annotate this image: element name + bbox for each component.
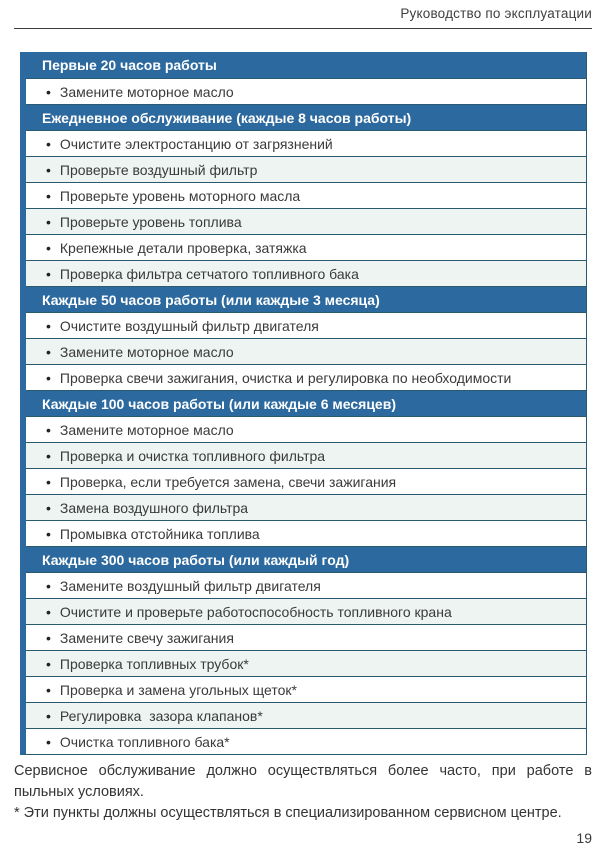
section-title: Каждые 300 часов работы (или каждый год) — [42, 551, 350, 568]
task-row — [26, 260, 586, 286]
task-label: Проверка топливных трубок* — [59, 655, 249, 672]
task-row — [26, 312, 586, 338]
bullet-icon: • — [46, 681, 51, 698]
task-row — [26, 416, 586, 442]
task-row — [26, 208, 586, 234]
section-title: Каждые 100 часов работы (или каждые 6 месяцев) — [42, 395, 396, 412]
bullet-icon: • — [46, 161, 51, 178]
maintenance-schedule-table — [20, 52, 587, 755]
task-label: Проверьте уровень моторного масла — [59, 187, 301, 204]
task-row — [26, 728, 586, 754]
task-row — [26, 650, 586, 676]
task-label: Очистите воздушный фильтр двигателя — [59, 317, 319, 334]
section-title: Ежедневное обслуживание (каждые 8 часов работы) — [42, 109, 412, 126]
task-row — [26, 572, 586, 598]
bullet-icon: • — [46, 473, 51, 490]
task-row — [26, 598, 586, 624]
section-header-3 — [26, 390, 586, 416]
bullet-icon: • — [46, 707, 51, 724]
task-label: Проверьте воздушный фильтр — [59, 161, 258, 178]
task-label: Очистка топливного бака* — [59, 733, 230, 750]
task-label: Замените воздушный фильтр двигателя — [59, 577, 321, 594]
task-label: Проверьте уровень топлива — [59, 213, 242, 230]
task-row — [26, 130, 586, 156]
section-header-1 — [26, 104, 586, 130]
bullet-icon: • — [46, 369, 51, 386]
bullet-icon: • — [46, 317, 51, 334]
asterisk-service-note: * Эти пункты должны осуществляться в специализированном сервисном центре. — [14, 805, 562, 821]
bullet-icon: • — [46, 187, 51, 204]
task-label: Проверка и замена угольных щеток* — [59, 681, 297, 698]
task-label: Крепежные детали проверка, затяжка — [59, 239, 307, 256]
bullet-icon: • — [46, 343, 51, 360]
task-row — [26, 78, 586, 104]
bullet-icon: • — [46, 577, 51, 594]
task-label: Промывка отстойника топлива — [59, 525, 260, 542]
task-row — [26, 234, 586, 260]
bullet-icon: • — [46, 83, 51, 100]
task-row — [26, 338, 586, 364]
bullet-icon: • — [46, 239, 51, 256]
task-label: Замените моторное масло — [59, 421, 234, 438]
task-label: Очистите электростанцию от загрязнений — [59, 135, 333, 152]
task-row — [26, 182, 586, 208]
section-header-0 — [26, 52, 586, 78]
section-title: Каждые 50 часов работы (или каждые 3 месяца) — [42, 291, 380, 308]
task-label: Регулировка зазора клапанов* — [59, 707, 263, 724]
task-label: Проверка и очистка топливного фильтра — [59, 447, 326, 464]
task-label: Замените моторное масло — [59, 83, 234, 100]
page-number: 19 — [576, 830, 592, 846]
task-row — [26, 624, 586, 650]
task-row — [26, 494, 586, 520]
task-label: Замените свечу зажигания — [59, 629, 234, 646]
bullet-icon: • — [46, 603, 51, 620]
task-row — [26, 520, 586, 546]
task-row — [26, 468, 586, 494]
section-title: Первые 20 часов работы — [42, 57, 217, 73]
bullet-icon: • — [46, 629, 51, 646]
running-header — [14, 6, 592, 29]
bullet-icon: • — [46, 525, 51, 542]
bullet-icon: • — [46, 733, 51, 750]
bullet-icon: • — [46, 499, 51, 516]
dust-service-note: Сервисное обслуживание должно осуществляться более часто, при работе в пыльных условиях. — [14, 763, 592, 800]
bullet-icon: • — [46, 655, 51, 672]
bullet-icon: • — [46, 447, 51, 464]
task-label: Очистите и проверьте работоспособность топливного крана — [59, 603, 452, 620]
section-header-4 — [26, 546, 586, 572]
task-row — [26, 156, 586, 182]
task-row — [26, 676, 586, 702]
manual-title: Руководство по эксплуатации — [400, 6, 592, 21]
section-header-2 — [26, 286, 586, 312]
task-label: Проверка, если требуется замена, свечи зажигания — [59, 473, 397, 490]
bullet-icon: • — [46, 265, 51, 282]
task-row — [26, 702, 586, 728]
task-row — [26, 442, 586, 468]
task-label: Проверка фильтра сетчатого топливного бака — [59, 265, 359, 282]
bullet-icon: • — [46, 213, 51, 230]
task-row — [26, 364, 586, 390]
task-label: Замена воздушного фильтра — [59, 499, 249, 516]
bullet-icon: • — [46, 135, 51, 152]
task-label: Замените моторное масло — [59, 343, 234, 360]
bullet-icon: • — [46, 421, 51, 438]
task-label: Проверка свечи зажигания, очистка и регулировка по необходимости — [59, 369, 512, 386]
